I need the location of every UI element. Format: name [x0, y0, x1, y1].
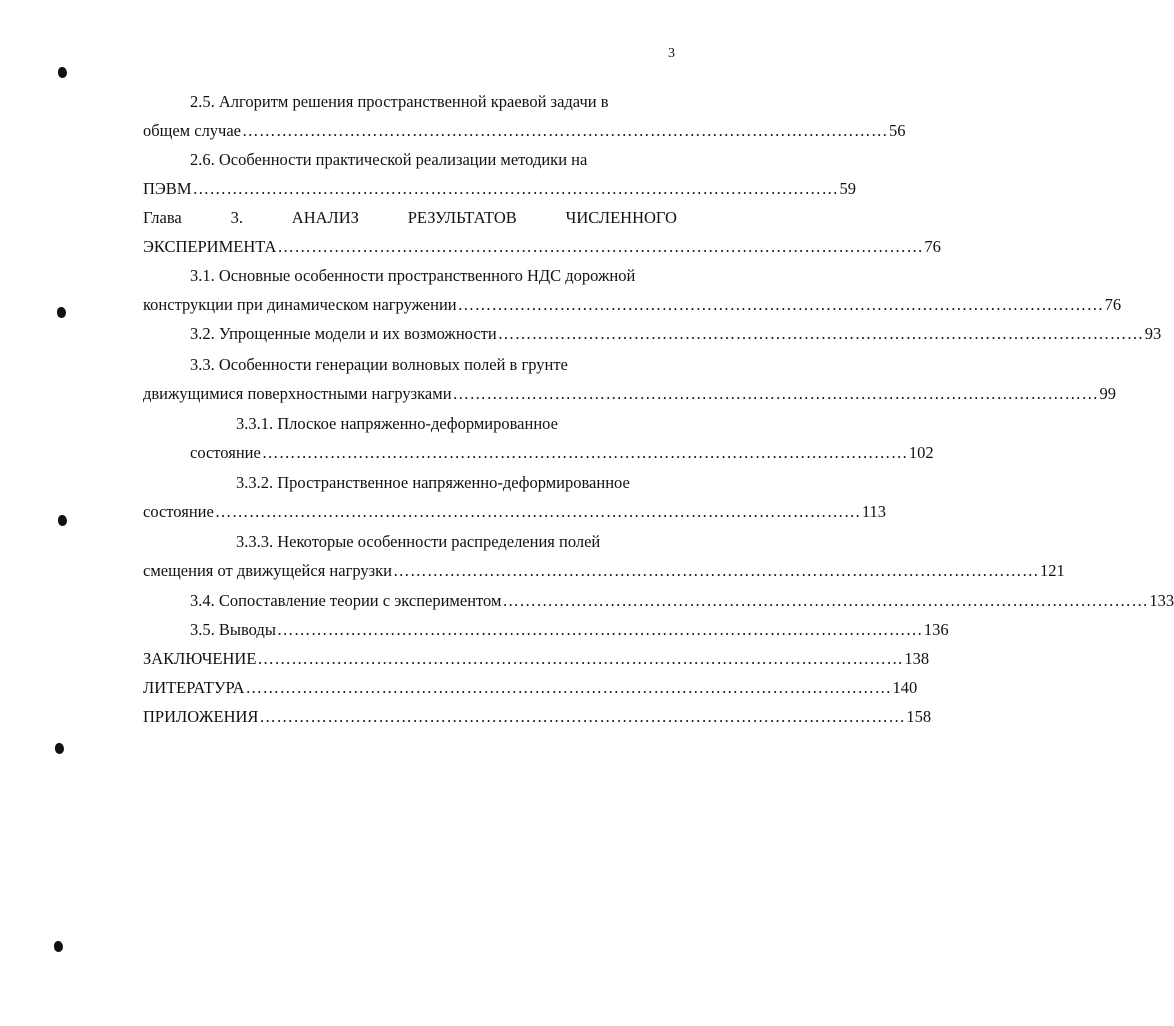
toc-entry-2-6-line2 — [143, 179, 856, 199]
leader-dots: …………………………………………………………………………………………………… — [192, 179, 839, 198]
leader-dots: …………………………………………………………………………………………………… — [277, 237, 924, 256]
chapter-word: РЕЗУЛЬТАТОВ — [407, 208, 517, 227]
binder-hole-mark — [55, 743, 64, 754]
toc-entry-3-4 — [190, 591, 1174, 611]
leader-dots: …………………………………………………………………………………………………… — [245, 678, 892, 697]
toc-page-number: 113 — [861, 502, 886, 521]
toc-page-number: 76 — [924, 237, 941, 256]
toc-entry-text: ЭКСПЕРИМЕНТА — [143, 237, 277, 256]
toc-entry-2-6-line1: 2.6. Особенности практической реализации методики на — [190, 150, 588, 169]
toc-entry-text: ПРИЛОЖЕНИЯ — [143, 707, 259, 726]
toc-entry-3-3-3-line1: 3.3.3. Некоторые особенности распределения полей — [236, 532, 601, 551]
leader-dots: …………………………………………………………………………………………………… — [276, 620, 923, 639]
toc-page-number: 102 — [908, 443, 934, 462]
leader-dots: …………………………………………………………………………………………………… — [457, 295, 1104, 314]
toc-page-number: 76 — [1104, 295, 1122, 314]
toc-entry-text: ПЭВМ — [143, 179, 192, 198]
toc-entry-text: 3.2. Упрощенные модели и их возможности — [190, 324, 497, 343]
toc-entry-2-5-line1: 2.5. Алгоритм решения пространственной краевой задачи в — [190, 92, 609, 111]
toc-page-number: 140 — [892, 678, 918, 697]
toc-entry-2-5-line2 — [143, 121, 906, 141]
toc-page-number: 136 — [923, 620, 949, 639]
toc-entry-text: ЗАКЛЮЧЕНИЕ — [143, 649, 257, 668]
toc-page-number: 133 — [1149, 591, 1174, 610]
leader-dots: …………………………………………………………………………………………………… — [214, 502, 861, 521]
binder-hole-mark — [57, 307, 66, 318]
toc-page-number: 138 — [904, 649, 930, 668]
toc-page-number: 121 — [1040, 561, 1065, 580]
toc-entry-text: 3.5. Выводы — [190, 620, 276, 639]
toc-entry-text: конструкции при динамическом нагружении — [143, 295, 457, 314]
chapter-word: Глава — [143, 208, 182, 227]
toc-entry-3-3-1-line1: 3.3.1. Плоское напряженно-деформированное — [236, 414, 558, 433]
toc-entry-3-1-line2 — [143, 295, 1122, 315]
leader-dots: …………………………………………………………………………………………………… — [502, 591, 1149, 610]
toc-entry-3-5 — [190, 620, 949, 640]
toc-page-number: 158 — [906, 707, 932, 726]
chapter-word: АНАЛИЗ — [291, 208, 359, 227]
toc-entry-3-3-line2 — [143, 384, 1117, 404]
leader-dots: …………………………………………………………………………………………………… — [261, 443, 908, 462]
toc-entry-3-3-2-line1: 3.3.2. Пространственное напряженно-деформированное — [236, 473, 630, 492]
toc-entry-3-3-line1: 3.3. Особенности генерации волновых полей в грунте — [190, 355, 568, 374]
toc-entry-literature — [143, 678, 918, 698]
toc-entry-3-1-line1: 3.1. Основные особенности пространственного НДС дорожной — [190, 266, 636, 285]
toc-chapter-3-line1 — [143, 208, 677, 228]
binder-hole-mark — [54, 941, 63, 952]
toc-entry-appendices — [143, 707, 932, 727]
toc-chapter-3-line2 — [143, 237, 941, 257]
leader-dots: …………………………………………………………………………………………………… — [393, 561, 1039, 580]
page-number: 3 — [668, 46, 675, 61]
leader-dots: …………………………………………………………………………………………………… — [497, 324, 1144, 343]
chapter-word: ЧИСЛЕННОГО — [565, 208, 677, 227]
toc-entry-3-3-1-line2 — [190, 443, 934, 463]
toc-entry-3-3-3-line2 — [143, 561, 1065, 581]
toc-entry-conclusion — [143, 649, 930, 669]
leader-dots: …………………………………………………………………………………………………… — [452, 384, 1099, 403]
toc-entry-text: смещения от движущейся нагрузки — [143, 561, 392, 580]
toc-entry-3-2 — [190, 324, 1162, 344]
toc-entry-text: движущимися поверхностными нагрузками — [143, 384, 452, 403]
leader-dots: …………………………………………………………………………………………………… — [242, 121, 888, 140]
toc-entry-text: состояние — [190, 443, 261, 462]
toc-entry-text: ЛИТЕРАТУРА — [143, 678, 245, 697]
toc-page-number: 93 — [1144, 324, 1162, 343]
toc-entry-text: общем случае — [143, 121, 241, 140]
toc-entry-3-3-2-line2 — [143, 502, 886, 522]
toc-page-number: 56 — [889, 121, 906, 140]
leader-dots: …………………………………………………………………………………………………… — [259, 707, 906, 726]
chapter-word: 3. — [230, 208, 243, 227]
toc-page-number: 99 — [1099, 384, 1117, 403]
toc-entry-text: 3.4. Сопоставление теории с экспериментом — [190, 591, 502, 610]
binder-hole-mark — [58, 515, 67, 526]
leader-dots: …………………………………………………………………………………………………… — [257, 649, 904, 668]
toc-page-number: 59 — [839, 179, 856, 198]
binder-hole-mark — [58, 67, 67, 78]
toc-entry-text: состояние — [143, 502, 214, 521]
